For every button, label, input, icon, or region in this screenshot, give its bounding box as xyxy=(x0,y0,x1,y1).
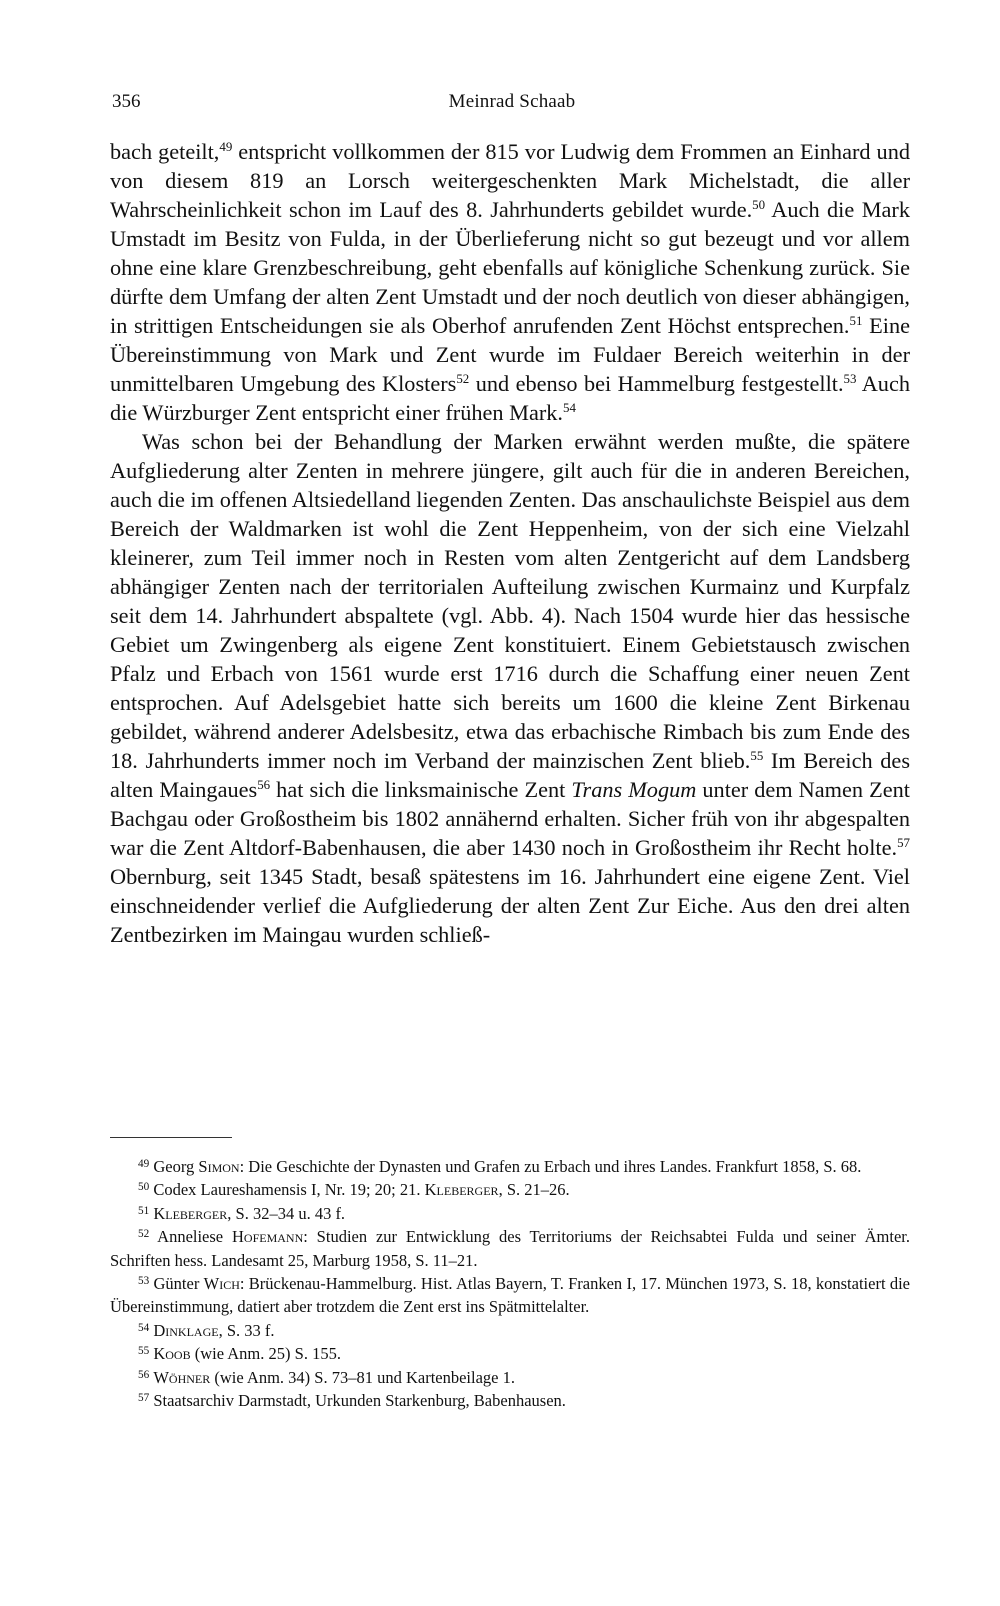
footnote-ref-54[interactable]: 54 xyxy=(563,399,576,415)
footnote-text: : Die Geschichte der Dynasten und Grafen zu Erbach und ihres Landes. Frankfurt 1858, S. 68. xyxy=(239,1157,862,1176)
footnote-text: Günter xyxy=(149,1274,204,1294)
footnote-text: (wie Anm. 34) S. 73–81 und Kartenbeilage 1. xyxy=(210,1367,515,1387)
footnote-text: , S. 33 f. xyxy=(218,1320,275,1340)
footnote-number: 54 xyxy=(138,1321,150,1334)
text-run: Obernburg, seit 1345 Stadt, besaß spätestens im 16. Jahrhundert eine eigene Zent. Viel einschneidender verlief die Aufgliederung der alten Zent Zur Eiche. Aus den drei alten Zentbezirken im Maingau wurden schließ- xyxy=(110,864,910,947)
footnote-51 xyxy=(110,1202,910,1225)
footnote-text: Codex Laureshamensis I, Nr. 19; 20; 21. xyxy=(149,1180,425,1200)
text-run: hat sich die linksmainische Zent xyxy=(270,777,572,802)
footnote-ref-52[interactable]: 52 xyxy=(456,370,470,386)
author-name: Simon xyxy=(198,1157,240,1176)
footnote-ref-56[interactable]: 56 xyxy=(257,776,271,792)
footnote-ref-49[interactable]: 49 xyxy=(219,138,233,154)
paragraph-2 xyxy=(110,427,910,949)
text-run: Eine Übereinstimmung von Mark und Zent wurde im Fuldaer Bereich weiterhin in der unmittelbaren Umgebung des Klosters xyxy=(110,313,910,396)
footnote-text: Anneliese xyxy=(149,1227,232,1247)
body-text xyxy=(110,137,910,949)
author-name: Dinklage xyxy=(153,1320,219,1340)
footnote-number: 57 xyxy=(138,1392,150,1405)
text-run: und ebenso bei Hammelburg festgestellt. xyxy=(469,371,844,396)
footnote-number: 56 xyxy=(138,1368,150,1381)
text-run: bach geteilt, xyxy=(110,139,220,164)
author-name: Kleberger xyxy=(424,1180,499,1200)
text-run: Im Bereich des alten Maingaues xyxy=(110,748,911,802)
footnote-text: , S. 21–26. xyxy=(498,1180,570,1200)
footnote-55 xyxy=(110,1342,910,1365)
footnote-ref-55[interactable]: 55 xyxy=(750,747,764,763)
footnote-text: , S. 32–34 u. 43 f. xyxy=(227,1203,346,1223)
footnote-50 xyxy=(110,1178,910,1201)
footnotes xyxy=(110,1155,910,1412)
footnote-text: : Studien zur Entwicklung des Territoriums der Reichsabtei Fulda und seiner Ämter. Schriften hess. Landesamt 25, Marburg 1958, S. 11–21. xyxy=(110,1227,910,1270)
footnote-separator xyxy=(110,1137,232,1138)
footnote-52 xyxy=(110,1225,910,1272)
text-run: entspricht vollkommen der 815 vor Ludwig dem Frommen an Einhard und von diesem 819 an Lorsch weitergeschenkten Mark Michelstadt, die aller Wahrscheinlichkeit schon im Lauf des 8. Jahrhunderts gebildet wurde. xyxy=(110,139,910,222)
footnote-53 xyxy=(110,1272,910,1319)
footnote-number: 53 xyxy=(138,1274,150,1287)
author-name: Wich xyxy=(203,1274,240,1294)
text-run: Auch die Würzburger Zent entspricht einer frühen Mark. xyxy=(110,371,910,425)
footnote-number: 55 xyxy=(138,1345,150,1358)
author-name: Hofemann xyxy=(231,1227,304,1247)
footnote-56 xyxy=(110,1366,910,1389)
footnote-ref-51[interactable]: 51 xyxy=(849,312,863,328)
author-name: Kleberger xyxy=(153,1203,228,1223)
footnote-54 xyxy=(110,1319,910,1342)
author-name: Wöhner xyxy=(153,1367,211,1387)
paragraph-1 xyxy=(110,137,910,427)
running-head xyxy=(112,91,912,119)
footnote-text: : Brückenau-Hammelburg. Hist. Atlas Bayern, T. Franken I, 17. München 1973, S. 18, konstatiert die Übereinstimmung, datiert aber trotzdem die Zent erst ins Spätmittelalter. xyxy=(110,1274,910,1317)
footnote-57 xyxy=(110,1389,910,1412)
footnote-text: Staatsarchiv Darmstadt, Urkunden Starkenburg, Babenhausen. xyxy=(149,1391,566,1411)
author-name: Koob xyxy=(153,1344,191,1364)
footnote-ref-53[interactable]: 53 xyxy=(843,370,857,386)
text-run: unter dem Namen Zent Bachgau oder Großostheim bis 1802 annähernd erhalten. Sicher früh von ihr abgespalten war die Zent Altdorf-Babenhausen, die aber 1430 noch in Großostheim ihr Recht holte. xyxy=(110,777,910,860)
footnote-ref-50[interactable]: 50 xyxy=(752,196,766,212)
footnote-number: 50 xyxy=(138,1181,150,1194)
text-run: Was schon bei der Behandlung der Marken erwähnt werden mußte, die spätere Aufgliederung alter Zenten in mehrere jüngere, gilt auch für die in anderen Bereichen, auch die im offenen Altsiedelland liegenden Zenten. Das anschaulichste Beispiel aus dem Bereich der Waldmarken ist wohl die Zent Heppenheim, von der sich eine Vielzahl kleinerer, zum Teil immer noch in Resten vom alten Zentgericht auf dem Landsberg abhängiger Zenten nach der territorialen Aufteilung zwischen Kurmainz und Kurpfalz seit dem 14. Jahrhundert abspaltete (vgl. Abb. 4). Nach 1504 wurde hier das hessische Gebiet um Zwingenberg als eigene Zent konstituiert. Einem Gebietstausch zwischen Pfalz und Erbach von 1561 wurde erst 1716 durch die Schaffung einer neuen Zent entsprochen. Auf Adelsgebiet hatte sich bereits um 1600 die kleine Zent Birkenau gebildet, während anderer Adelsbesitz, etwa das erbachische Rimbach bis zum Ende des 18. Jahrhunderts immer noch im Verband der mainzischen Zent blieb. xyxy=(110,429,910,773)
text-run: Auch die Mark Umstadt im Besitz von Fulda, in der Überlieferung nicht so gut bezeugt und vor allem ohne eine klare Grenzbeschreibung, geht ebenfalls auf königliche Schenkung zurück. Sie dürfte dem Umfang der alten Zent Umstadt und der noch deutlich von dieser abhängigen, in strittigen Entscheidungen sie als Oberhof anrufenden Zent Höchst entsprechen. xyxy=(110,197,910,338)
footnote-number: 51 xyxy=(138,1204,150,1217)
italic-latin-term: Trans Mogum xyxy=(571,777,697,802)
footnote-text: (wie Anm. 25) S. 155. xyxy=(190,1344,341,1364)
footnote-ref-57[interactable]: 57 xyxy=(897,834,910,850)
footnote-number: 52 xyxy=(138,1228,150,1241)
page-number: 356 xyxy=(112,91,141,112)
footnote-text: Georg xyxy=(149,1157,199,1176)
running-head-author: Meinrad Schaab xyxy=(448,91,576,112)
footnote-49 xyxy=(110,1155,910,1178)
footnote-number: 49 xyxy=(138,1157,150,1170)
